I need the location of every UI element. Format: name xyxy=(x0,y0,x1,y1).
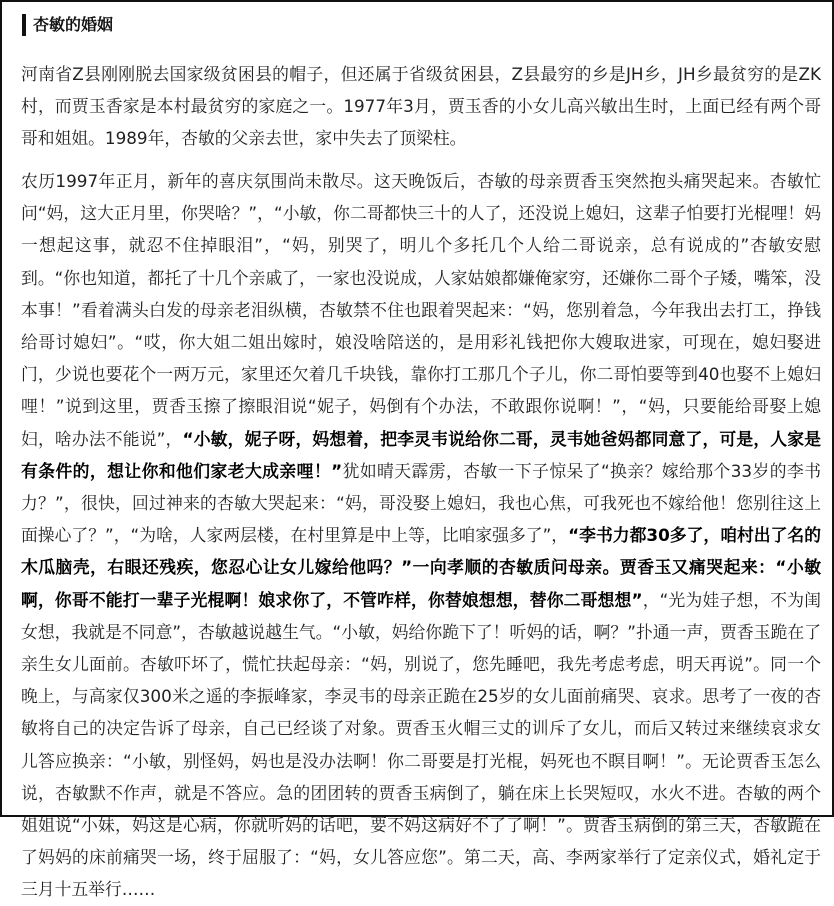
story-bold-quote: “李书力都30多了，咱村出了名的木瓜脑壳，右眼还残疾，您忍心让女儿嫁给他吗？”一向孝顺的杏敏质问母亲。贾香玉又痛哭起来：“小敏啊，你哥不能打一辈子光棍啊！娘求你了，不管咋样，你替娘想想，替你二哥想想” xyxy=(21,525,821,610)
story-text: 犹如晴天霹雳，杏敏一下子惊呆了“换亲？嫁给那个33岁的李书力？”，很快，回过神来的杏敏大哭起来：“妈，哥没娶上媳妇，我也心焦，可我死也不嫁给他！您别往这上面操心了？”，“为啥，人家两层楼，在村里算是中上等，比咱家强多了”， xyxy=(21,460,821,546)
paragraph-story xyxy=(21,165,821,906)
story-text: 农历1997年正月，新年的喜庆氛围尚未散尽。这天晚饭后，杏敏的母亲贾香玉突然抱头痛哭起来。杏敏忙问“妈，这大正月里，你哭啥？”，“小敏，你二哥都快三十的人了，还没说上媳妇，这辈子怕要打光棍哩！妈一想起这事，就忍不住掉眼泪”，“妈，别哭了，明儿个多托几个人给二哥说亲，总有说成的”杏敏安慰到。“你也知道，都托了十几个亲戚了，一家也没说成，人家姑娘都嫌俺家穷，还嫌你二哥个子矮，嘴笨，没本事！”看着满头白发的母亲老泪纵横，杏敏禁不住也跟着哭起来：“妈，您别着急，今年我出去打工，挣钱给哥讨媳妇”。“哎，你大姐二姐出嫁时，娘没啥陪送的，是用彩礼钱把你大嫂取进家，可现在，媳妇娶进门，少说也要花个一两万元，家里还欠着几千块钱，靠你打工那几个子儿，你二哥怕要等到40也娶不上媳妇哩！”说到这里，贾香玉擦了擦眼泪说“妮子，妈倒有个办法，不敢跟你说啊！”，“妈，只要能给哥娶上媳妇，啥办法不能说”， xyxy=(21,171,821,449)
paragraph-intro: 河南省Z县刚刚脱去国家级贫困县的帽子，但还属于省级贫困县，Z县最穷的乡是JH乡，JH乡最贫穷的是ZK村，而贾玉香家是本村最贫穷的家庭之一。1977年3月，贾玉香的小女儿高兴敏出生时，上面已经有两个哥哥和姐姐。1989年，杏敏的父亲去世，家中失去了顶梁柱。 xyxy=(21,64,821,149)
article-title: 杏敏的婚姻 xyxy=(22,14,113,36)
story-text: ，“光为娃子想，不为闺女想，我就是不同意”，杏敏越说越生气。“小敏，妈给你跪下了！听妈的话，啊？”扑通一声，贾香玉跪在了亲生女儿面前。杏敏吓坏了，慌忙扶起母亲：“妈，别说了，您先睡吧，我先考虑考虑，明天再说”。同一个晚上，与高家仅300米之遥的李振峰家，李灵韦的母亲正跪在25岁的女儿面前痛哭、哀求。思考了一夜的杏敏将自己的决定告诉了母亲，自己已经谈了对象。贾香玉火帽三丈的训斥了女儿，而后又转过来继续哀求女儿答应换亲：“小敏，别怪妈，妈也是没办法啊！你二哥要是打光棍，妈死也不瞑目啊！”。无论贾香玉怎么说，杏敏默不作声，就是不答应。急的团团转的贾香玉病倒了，躺在床上长哭短叹，水火不进。杏敏的两个姐姐说“小妹，妈这是心病，你就听妈的话吧，要不妈这病好不了了啊！”。贾香玉病倒的第三天，杏敏跪在了妈妈的床前痛哭一场，终于屈服了：“妈，女儿答应您”。第二天，高、李两家举行了定亲仪式，婚礼定于三月十五举行…… xyxy=(21,589,821,900)
story-bold-quote: “小敏，妮子呀，妈想着，把李灵韦说给你二哥，灵韦她爸妈都同意了，可是，人家是有条件的，想让你和他们家老大成亲哩！” xyxy=(21,428,821,481)
